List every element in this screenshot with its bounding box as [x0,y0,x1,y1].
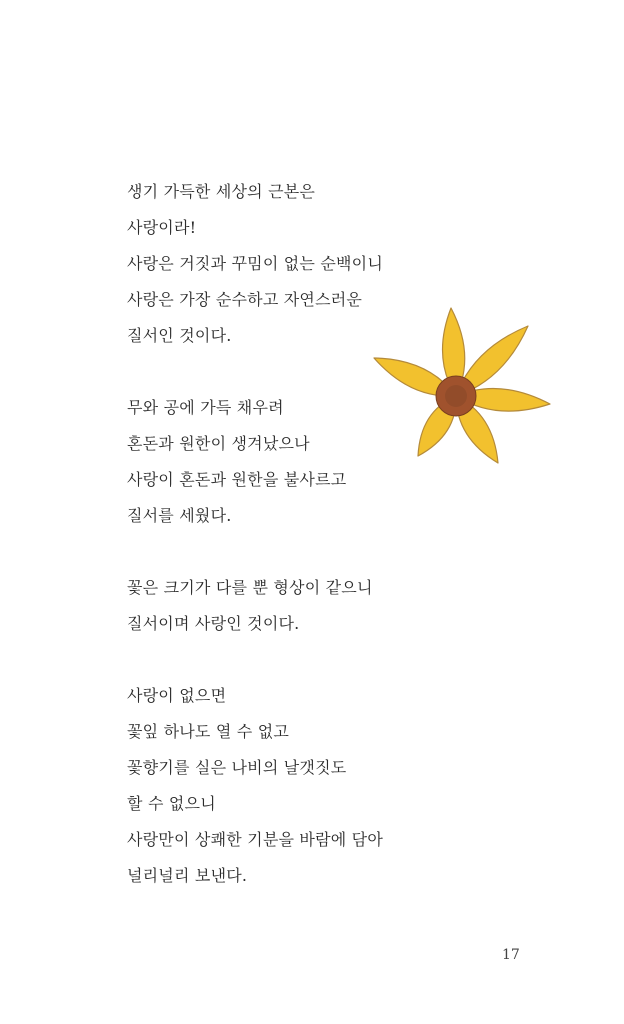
flower-center-inner [445,385,467,407]
poem-body [127,178,507,898]
poem-line: 꽃향기를 실은 나비의 날갯짓도 [127,758,347,777]
poem-line: 사랑은 가장 순수하고 자연스러운 [127,290,363,309]
poem-line: 질서인 것이다. [127,326,232,345]
poem-line: 할 수 없으니 [127,794,216,813]
yellow-flower-icon [366,300,556,468]
stanza-3 [127,574,507,646]
stanza-4 [127,682,507,898]
page-number: 17 [502,947,520,963]
poem-line: 사랑이 혼돈과 원한을 불사르고 [127,470,347,489]
poem-line: 널리널리 보낸다. [127,866,248,885]
poem-line: 질서를 세웠다. [127,506,232,525]
poem-line: 무와 공에 가득 채우려 [127,398,284,417]
poem-line: 생기 가득한 세상의 근본은 [127,182,316,201]
poem-line: 사랑이 없으면 [127,686,227,705]
poem-line: 사랑만이 상쾌한 기분을 바람에 담아 [127,830,383,849]
poem-line: 질서이며 사랑인 것이다. [127,614,300,633]
poem-line: 사랑이라! [127,218,197,237]
poem-line: 꽃은 크기가 다를 뿐 형상이 같으니 [127,578,373,597]
poem-line: 사랑은 거짓과 꾸밈이 없는 순백이니 [127,254,383,273]
poem-line: 혼돈과 원한이 생겨났으나 [127,434,310,453]
poem-line: 꽃잎 하나도 열 수 없고 [127,722,290,741]
